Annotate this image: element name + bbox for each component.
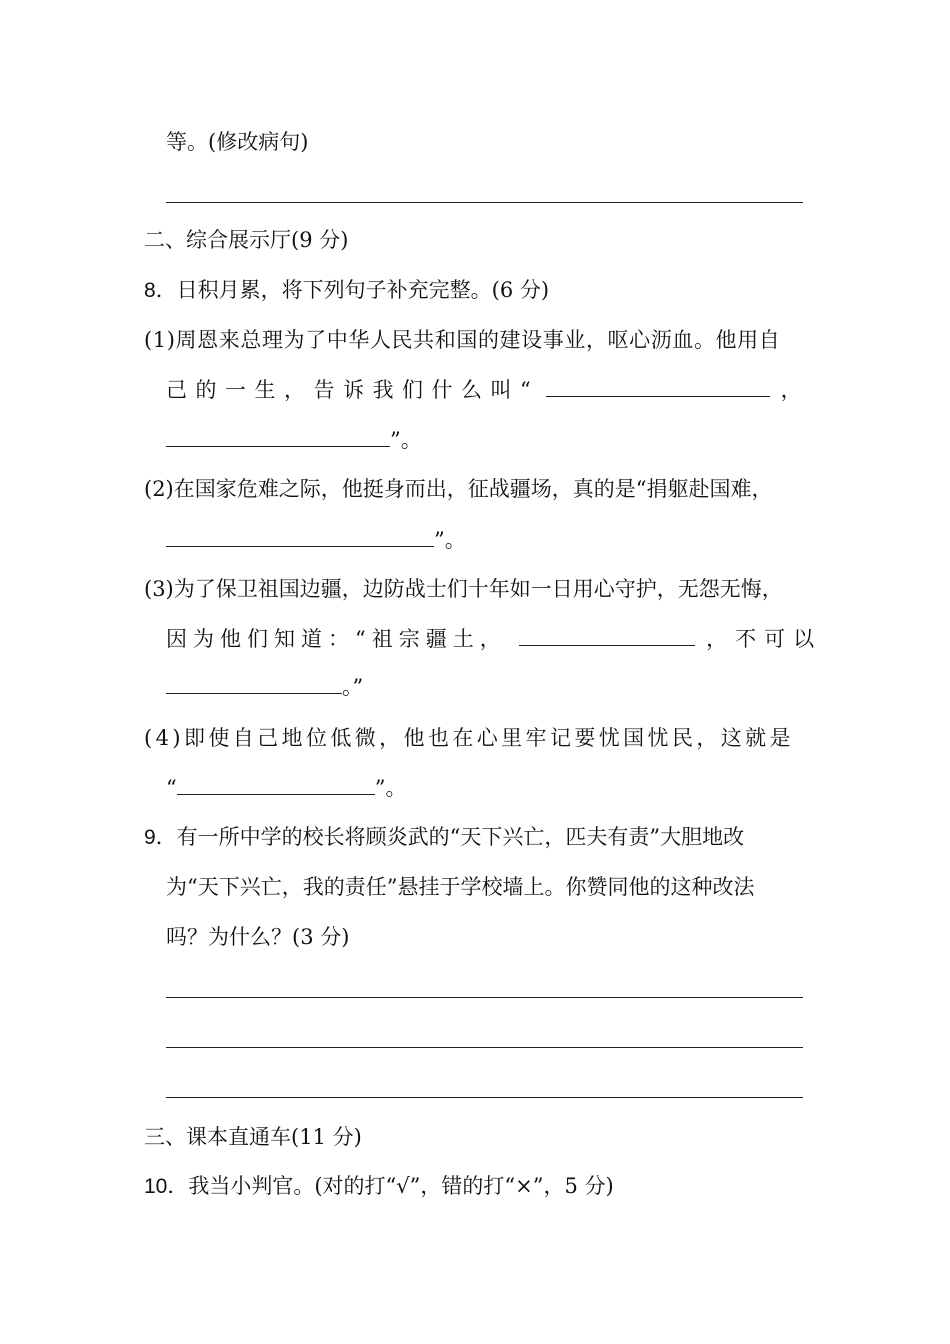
question-8-stem: 8．日积月累，将下列句子补充完整。(6 分)	[144, 278, 550, 302]
answer-line[interactable]	[166, 997, 803, 998]
section-heading: 二、综合展示厅(9 分)	[144, 228, 349, 252]
fill-in-blank[interactable]	[177, 772, 375, 795]
answer-line[interactable]	[166, 1047, 803, 1048]
q8-part2-line2: ”。	[166, 524, 466, 555]
fill-in-blank[interactable]	[519, 623, 695, 646]
fill-in-blank[interactable]	[166, 524, 434, 547]
answer-line[interactable]	[166, 1097, 803, 1098]
fill-in-blank[interactable]	[166, 424, 390, 447]
q8-part3-line3: 。”	[166, 671, 363, 702]
fill-in-blank[interactable]	[166, 671, 342, 694]
question-9-line3: 吗？为什么？(3 分)	[166, 925, 350, 949]
question-9-line2: 为“天下兴亡，我的责任”悬挂于学校墙上。你赞同他的这种改法	[166, 875, 755, 899]
q8-part4-line1: (4)即使自己地位低微，他也在心里牢记要忧国忧民，这就是	[144, 726, 794, 750]
question-number: 8	[144, 279, 156, 302]
q8-part1-line1: (1)周恩来总理为了中华人民共和国的建设事业，呕心沥血。他用自	[144, 328, 781, 352]
question-number: 10	[144, 1175, 168, 1198]
q8-part3-line2: 因为他们知道：“祖宗疆土， ，不可以	[166, 623, 806, 654]
q8-part3-line1: (3)为了保卫祖国边疆，边防战士们十年如一日用心守护，无怨无悔，	[144, 577, 783, 601]
q8-part1-line3: ”。	[166, 424, 422, 455]
q8-part2-line1: (2)在国家危难之际，他挺身而出，征战疆场，真的是“捐躯赴国难，	[144, 477, 773, 501]
question-9-line1: 9．有一所中学的校长将顾炎武的“天下兴亡，匹夫有责”大胆地改	[144, 825, 745, 849]
answer-line[interactable]	[166, 202, 803, 203]
item7-tail-text: 等。(修改病句)	[166, 130, 309, 154]
question-number: 9	[144, 826, 156, 849]
q8-part1-line2: 己的一生，告诉我们什么叫“ ，	[166, 374, 806, 405]
fill-in-blank[interactable]	[546, 374, 770, 397]
q8-part4-line2: “ ”。	[166, 772, 407, 803]
section-heading: 三、课本直通车(11 分)	[144, 1125, 362, 1149]
question-10: 10．我当小判官。(对的打“√”，错的打“×”，5 分)	[144, 1174, 614, 1198]
